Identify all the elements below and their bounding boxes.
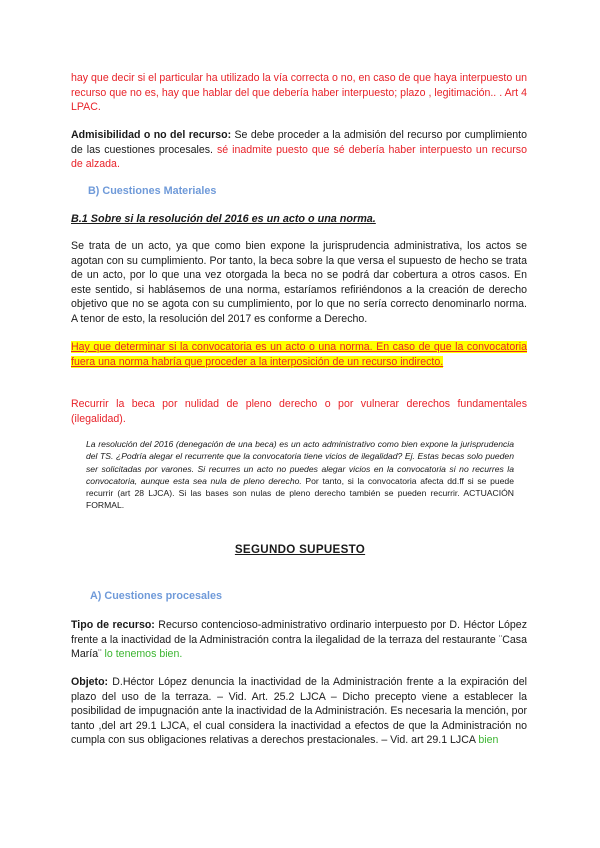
paragraph-tipo-recurso xyxy=(71,618,527,662)
paragraph-recurrir-beca: Recurrir la beca por nulidad de pleno derecho o por vulnerar derechos fundamentales (ilegalidad). xyxy=(71,398,527,425)
objeto-correction: bien xyxy=(475,734,499,747)
admisibilidad-correction: sé inadmite puesto que sé debería haber interpuesto un recurso de alzada. xyxy=(71,143,527,171)
heading-cuestiones-procesales: A) Cuestiones procesales xyxy=(90,590,223,602)
admisibilidad-text: Se debe proceder a la admisión del recurso por cumplimiento de las cuestiones procesales. xyxy=(71,129,528,156)
paragraph-acto-norma: Se trata de un acto, ya que como bien expone la jurisprudencia administrativa, los actos se agotan con su cumplimiento. Por tanto, la beca sobre la que versa el supuesto de hecho se trata de un acto, por lo que una vez otorgada la beca no se podrá dar cobertura a otros casos. En este sentido, si hablásemos de una norma, estaríamos refiriéndonos a la creación de derecho objetivo que no se agota con su cumplimiento, por lo que no sería correcto denominarlo norma. A tenor de esto, la resolución del 2017 es conforme a Derecho. xyxy=(71,240,527,325)
heading-b1: B.1 Sobre si la resolución del 2016 es un acto o una norma. xyxy=(71,213,376,225)
paragraph-procedure-note: hay que decir si el particular ha utilizado la vía correcta o no, en caso de que haya interpuesto un recurso que no es, hay que hablar del que debería haber interpuesto; plazo , legitimación.. . Art 4 LPAC. xyxy=(71,72,527,114)
quote-upright: Por tanto, si la convocatoria afecta dd.ff si se puede recurrir (art 28 LJCA). Si las bases son nulas de pleno derecho también se pueden recurrir. ACTUACIÓN FORMAL. xyxy=(86,475,514,511)
heading-cuestiones-materiales: B) Cuestiones Materiales xyxy=(88,185,217,197)
tipo-text: Recurso contencioso-administrativo ordinario interpuesto por D. Héctor López frente a la inactividad de la Administración contra la ilegalidad de la terraza del restaurante ¨Casa María¨ xyxy=(71,619,527,661)
paragraph-admisibilidad xyxy=(71,128,527,172)
highlighted-text: Hay que determinar si la convocatoria es un acto o una norma. En caso de que la convocatoria fuera una norma habría que proceder a la interposición de un recurso indirecto. xyxy=(71,341,527,368)
objeto-text: D.Héctor López denuncia la inactividad de la Administración frente a la expiración del plazo del uso de la terraza. – Vid. Art. 25.2 LJCA – Dicho precepto viene a establecer la posibilidad de impugnación ante la inactividad de la Administración. Es necesaria la mención, por tanto ,del art 29.1 LJCA, el cual considera la inactividad a efectos de que la Administración no cumpla con sus obligaciones relativas a derechos prestacionales. – Vid. art 29.1 LJCA xyxy=(71,676,527,747)
paragraph-objeto xyxy=(71,675,527,748)
title-segundo-supuesto: SEGUNDO SUPUESTO xyxy=(234,543,366,556)
objeto-label: Objeto: xyxy=(71,676,109,688)
quote-block xyxy=(86,438,514,512)
quote-italic: La resolución del 2016 (denegación de una beca) es un acto administrativo como bien expone la jurisprudencia del TS. ¿Podría alegar el recurrente que la convocatoria tiene vicios de ilegalidad? Ej. Estas becas solo pueden ser solicitadas por varones. Si recurres un acto no puedes alegar vicios en la convocatoria si no recurres la convocatoria, aunque esta sea nula de pleno derecho. xyxy=(86,439,514,486)
paragraph-highlighted-note xyxy=(71,340,527,369)
admisibilidad-label: Admisibilidad o no del recurso: xyxy=(71,129,232,141)
tipo-label: Tipo de recurso: xyxy=(71,619,155,631)
tipo-correction: lo tenemos bien. xyxy=(101,648,183,661)
